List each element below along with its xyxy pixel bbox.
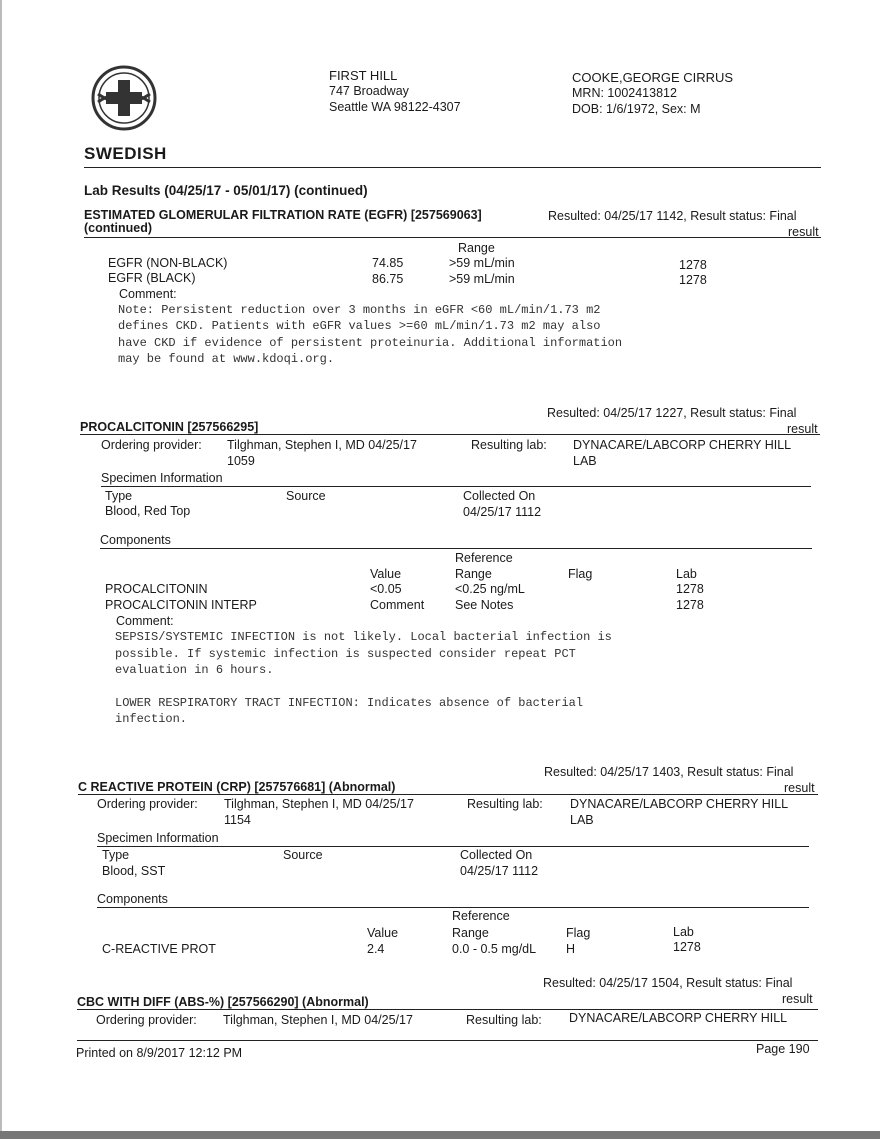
patient-mrn: MRN: 1002413812 (572, 86, 677, 100)
swedish-logo (88, 62, 160, 134)
pct-specimen-rule (101, 486, 811, 487)
crp-row-value: 2.4 (367, 942, 385, 956)
crp-components-header: Components (97, 892, 168, 906)
egfr-comment-line: have CKD if evidence of persistent proteinuria. Additional information (118, 336, 623, 350)
pct-type-value: Blood, Red Top (105, 504, 191, 518)
cbc-resulting-value: DYNACARE/LABCORP CHERRY HILL (569, 1011, 788, 1025)
pct-row-name: PROCALCITONIN INTERP (105, 598, 257, 612)
pct-ordering-value: Tilghman, Stephen I, MD 04/25/17 (227, 438, 417, 452)
egfr-rule (84, 237, 821, 238)
egfr-comment-line: defines CKD. Patients with eGFR values >=60 mL/min/1.73 m2 may also (118, 319, 601, 333)
egfr-row-name: EGFR (NON-BLACK) (108, 256, 228, 270)
pct-components-header: Components (100, 533, 171, 547)
crp-col-flag: Flag (566, 926, 591, 940)
pct-resulted: Resulted: 04/25/17 1227, Result status: Final (547, 406, 797, 420)
pct-specimen-header: Specimen Information (101, 471, 223, 485)
pct-type-label: Type (105, 489, 133, 503)
facility-address-1: 747 Broadway (329, 84, 409, 98)
pct-comment-line: infection. (115, 712, 188, 726)
egfr-row-lab: 1278 (679, 258, 707, 272)
footer-rule (77, 1040, 818, 1041)
crp-components-rule (97, 907, 809, 908)
egfr-comment-label: Comment: (119, 287, 177, 301)
report-title: Lab Results (04/25/17 - 05/01/17) (continued) (84, 183, 368, 198)
facility-address-2: Seattle WA 98122-4307 (329, 100, 461, 114)
cbc-resulting-label: Resulting lab: (466, 1013, 542, 1027)
header-rule (84, 167, 821, 168)
cbc-resulted: Resulted: 04/25/17 1504, Result status: Final (543, 976, 793, 990)
cbc-ordering-label: Ordering provider: (96, 1013, 197, 1027)
crp-collected-value: 04/25/17 1112 (460, 864, 539, 878)
cbc-rule (77, 1009, 818, 1010)
pct-title: PROCALCITONIN [257566295] (80, 420, 259, 434)
pct-row-name: PROCALCITONIN (105, 582, 208, 596)
crp-resulting-label: Resulting lab: (467, 797, 543, 811)
egfr-row-range: >59 mL/min (449, 272, 515, 286)
scan-bottom-edge (0, 1131, 880, 1139)
pct-col-value: Value (370, 567, 402, 581)
egfr-continued: (continued) (84, 221, 153, 235)
patient-name: COOKE,GEORGE CIRRUS (572, 70, 734, 85)
crp-rule (78, 794, 818, 795)
crp-resulted: Resulted: 04/25/17 1403, Result status: Final (544, 765, 794, 779)
patient-dob: DOB: 1/6/1972, Sex: M (572, 102, 701, 116)
pct-resulted-tail: result (787, 422, 818, 436)
crp-ordering-value: Tilghman, Stephen I, MD 04/25/17 (224, 797, 414, 811)
cbc-title: CBC WITH DIFF (ABS-%) [257566290] (Abnormal) (77, 995, 369, 1009)
crp-ordering-value-2: 1154 (224, 813, 251, 827)
crp-col-lab: Lab (673, 925, 694, 939)
printed-on: Printed on 8/9/2017 12:12 PM (76, 1046, 243, 1060)
egfr-row-lab: 1278 (679, 273, 707, 287)
egfr-resulted: Resulted: 04/25/17 1142, Result status: Final (548, 209, 797, 223)
crp-col-value: Value (367, 926, 399, 940)
pct-comment-line: SEPSIS/SYSTEMIC INFECTION is not likely. Local bacterial infection is (115, 630, 612, 644)
egfr-comment-line: Note: Persistent reduction over 3 months in eGFR <60 mL/min/1.73 m2 (118, 303, 601, 317)
egfr-row-range: >59 mL/min (449, 256, 515, 270)
crp-resulting-value: DYNACARE/LABCORP CHERRY HILL (570, 797, 789, 811)
pct-resulting-value: DYNACARE/LABCORP CHERRY HILL (573, 438, 792, 452)
pct-collected-value: 04/25/17 1112 (463, 505, 542, 519)
page-number: Page 190 (756, 1042, 810, 1056)
pct-resulting-label: Resulting lab: (471, 438, 547, 452)
pct-comment-line: possible. If systemic infection is suspected consider repeat PCT (115, 647, 576, 661)
egfr-row-value: 74.85 (372, 256, 404, 270)
cbc-ordering-value: Tilghman, Stephen I, MD 04/25/17 (223, 1013, 413, 1027)
pct-resulting-value-2: LAB (573, 454, 597, 468)
facility-name: FIRST HILL (329, 68, 398, 83)
crp-row-flag: H (566, 942, 576, 956)
pct-row-lab: 1278 (676, 582, 704, 596)
pct-row-range: See Notes (455, 598, 514, 612)
crp-source-label: Source (283, 848, 323, 862)
crp-row-range: 0.0 - 0.5 mg/dL (452, 942, 537, 956)
egfr-row-value: 86.75 (372, 272, 404, 286)
crp-type-value: Blood, SST (102, 864, 166, 878)
pct-comment-line: evaluation in 6 hours. (115, 663, 274, 677)
crp-col-range: Range (452, 926, 489, 940)
crp-row-lab: 1278 (673, 940, 701, 954)
pct-ordering-value-2: 1059 (227, 454, 255, 468)
pct-row-range: <0.25 ng/mL (455, 582, 525, 596)
pct-ordering-label: Ordering provider: (101, 438, 202, 452)
crp-collected-label: Collected On (460, 848, 533, 862)
crp-row-name: C-REACTIVE PROT (102, 942, 216, 956)
egfr-comment-line: may be found at www.kdoqi.org. (118, 352, 335, 366)
crp-col-reference: Reference (452, 909, 510, 923)
crp-specimen-rule (97, 846, 809, 847)
crp-title: C REACTIVE PROTEIN (CRP) [257576681] (Abnormal) (78, 780, 396, 794)
swedish-cross-icon (88, 62, 160, 134)
pct-rule (80, 434, 820, 435)
pct-row-lab: 1278 (676, 598, 704, 612)
pct-comment-label: Comment: (116, 614, 174, 628)
egfr-range-header: Range (458, 241, 495, 255)
pct-col-reference: Reference (455, 551, 513, 565)
crp-resulted-tail: result (784, 781, 815, 795)
egfr-resulted-tail: result (788, 225, 819, 239)
pct-row-value: <0.05 (370, 582, 402, 596)
pct-col-flag: Flag (568, 567, 593, 581)
crp-ordering-label: Ordering provider: (97, 797, 198, 811)
pct-collected-label: Collected On (463, 489, 536, 503)
pct-col-lab: Lab (676, 567, 697, 581)
pct-source-label: Source (286, 489, 326, 503)
crp-specimen-header: Specimen Information (97, 831, 219, 845)
pct-row-value: Comment (370, 598, 425, 612)
crp-type-label: Type (102, 848, 130, 862)
logo-wordmark: SWEDISH (84, 144, 167, 163)
pct-components-rule (100, 548, 812, 549)
egfr-title: ESTIMATED GLOMERULAR FILTRATION RATE (EGFR) [257569063] (84, 208, 482, 222)
egfr-row-name: EGFR (BLACK) (108, 271, 196, 285)
crp-resulting-value-2: LAB (570, 813, 594, 827)
cbc-resulted-tail: result (782, 992, 813, 1006)
scan-left-edge (0, 0, 2, 1139)
pct-comment-line: LOWER RESPIRATORY TRACT INFECTION: Indicates absence of bacterial (115, 696, 584, 710)
pct-col-range: Range (455, 567, 492, 581)
